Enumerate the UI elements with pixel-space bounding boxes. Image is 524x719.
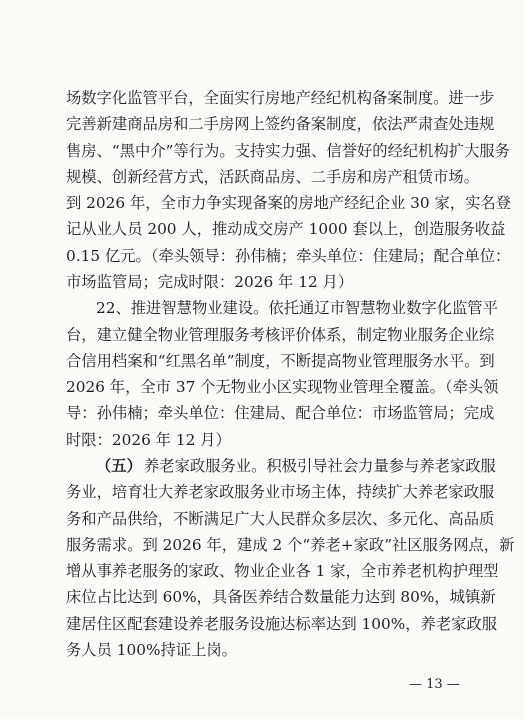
text-run: 2026 年，全市 37 个无物业小区实现物业管理全覆盖。（牵头领	[66, 378, 499, 396]
text-run: 养老家政服务业。积极引导社会力量参与养老家政服	[144, 457, 496, 475]
text-run: 床位占比达到 60%，具备医养结合数量能力达到 80%，城镇新	[66, 588, 496, 606]
text-run: 务人员 100%持证上岗。	[66, 641, 237, 659]
text-run: 0.15 亿元。（牵头领导：孙伟楠；牵头单位：住建局；配合单位：	[66, 247, 511, 265]
text-run: 售房、“黑中介”等行为。支持实力强、信誉好的经纪机构扩大服务	[66, 142, 510, 160]
text-run: 增从事养老服务的家政、物业企业各 1 家，全市养老机构护理型	[66, 562, 499, 580]
text-run: 时限：2026 年 12 月）	[66, 431, 231, 449]
text-run: 22、推进智慧物业建设。依托通辽市智慧物业数字化监管平	[96, 299, 498, 317]
text-run: 台，建立健全物业管理服务考核评价体系，制定物业服务企业综	[66, 326, 495, 344]
text-run: 记从业人员 200 人，推动成交房产 1000 套以上，创造服务收益	[66, 220, 506, 238]
text-run: 合信用档案和“红黑名单”制度，不断提高物业管理服务水平。到	[66, 352, 495, 370]
text-run: 市场监管局；完成时限：2026 年 12 月）	[66, 273, 354, 291]
page-number: — 13 —	[409, 677, 460, 692]
text-run: 到 2026 年，全市力争实现备案的房地产经纪企业 30 家，实名登	[66, 194, 511, 212]
text-run: 务业，培育壮大养老家政服务业市场主体，持续扩大养老家政服	[66, 483, 495, 501]
text-run: 完善新建商品房和二手房网上签约备案制度，依法严肃查处违规	[66, 115, 495, 133]
section-heading: （五）	[96, 457, 142, 475]
text-run: 导：孙伟楠；牵头单位：住建局、配合单位：市场监管局；完成	[66, 404, 495, 422]
text-run: 务和产品供给，不断满足广大人民群众多层次、多元化、高品质	[66, 510, 495, 528]
text-run: 规模、创新经营方式，活跃商品房、二手房和房产租赁市场。	[66, 168, 480, 186]
text-run: 服务需求。到 2026 年，建成 2 个“养老+家政”社区服务网点，新	[66, 536, 515, 554]
text-run: 场数字化监管平台，全面实行房地产经纪机构备案制度。进一步	[66, 89, 495, 107]
text-run: 建居住区配套建设养老服务设施达标率达到 100%，养老家政服	[66, 615, 498, 633]
